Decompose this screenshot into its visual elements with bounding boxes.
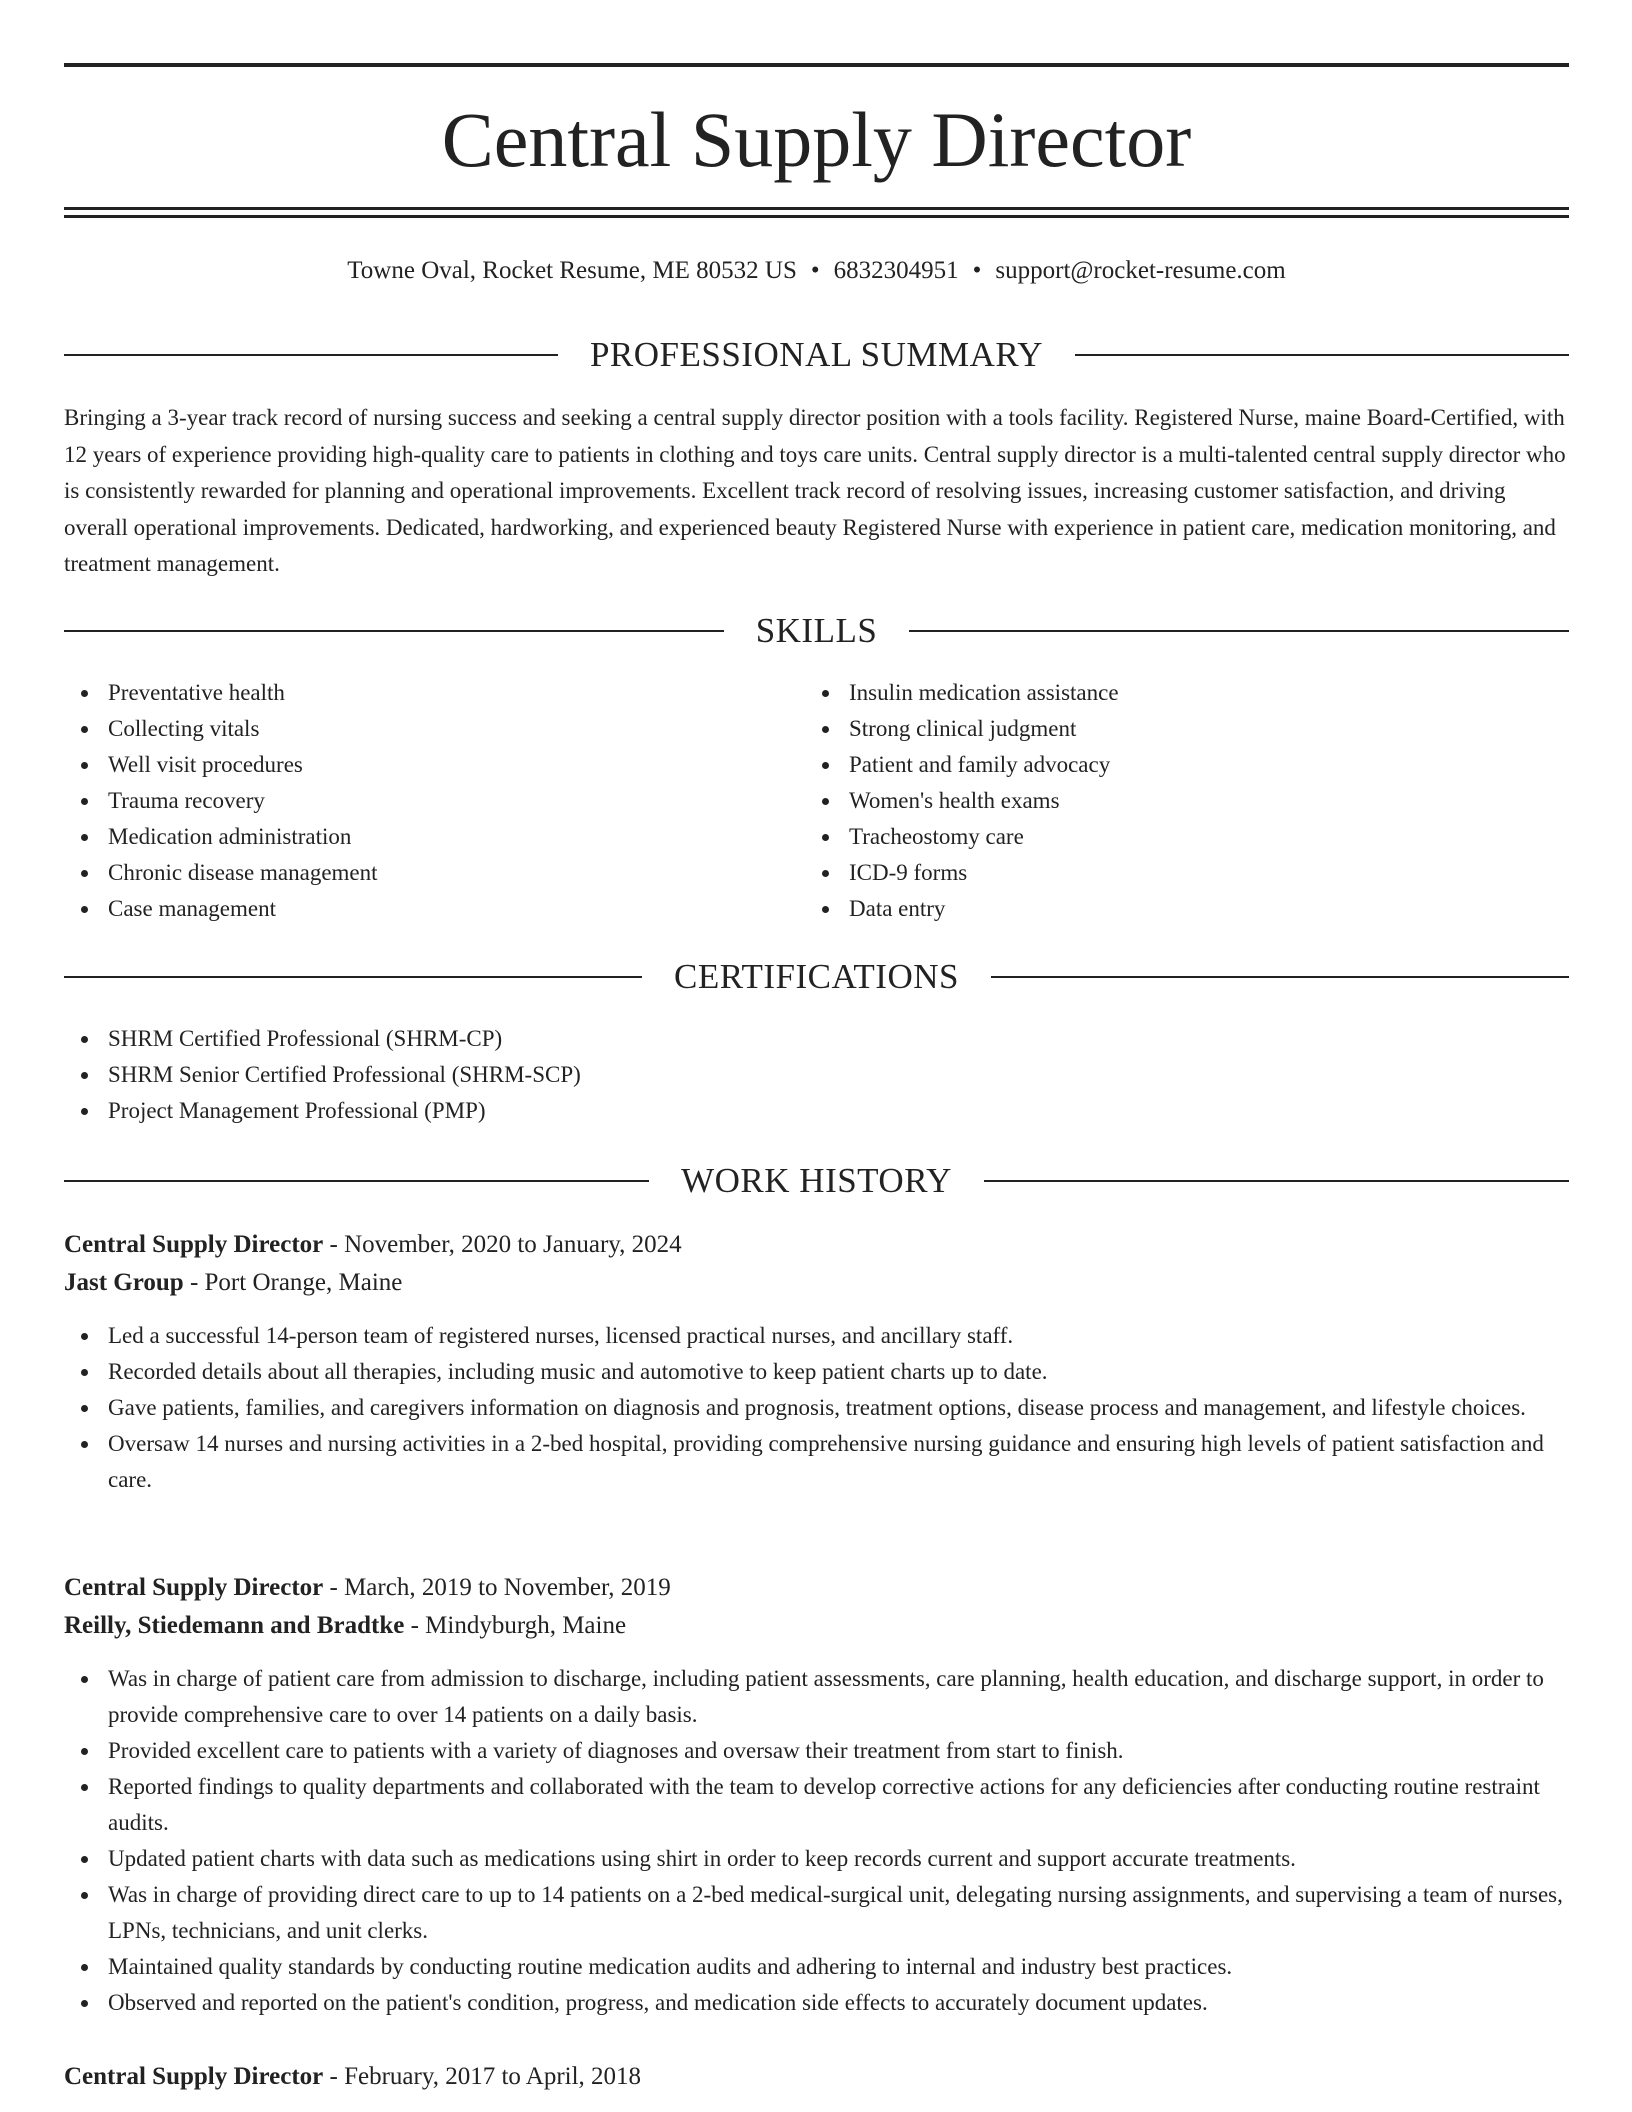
job-bullet: Maintained quality standards by conducting routine medication audits and adhering to internal and industry best practices.: [64, 1949, 1569, 1985]
resume-title: Central Supply Director: [441, 96, 1192, 183]
contact-email: support@rocket-resume.com: [995, 257, 1286, 284]
job-bullet: Was in charge of providing direct care to up to 14 patients on a 2-bed medical-surgical unit, delegating nursing assignments, and supervising a team of nurses, LPNs, technicians, and unit clerks.: [64, 1877, 1569, 1949]
certifications-list: [64, 1021, 1569, 1129]
section-header-summary: [64, 333, 1569, 377]
job-bullet: Updated patient charts with data such as medications using shirt in order to keep records current and support accurate treatments.: [64, 1841, 1569, 1877]
double-rule: [64, 207, 1569, 218]
skills-list-left: [64, 675, 804, 927]
section-header-certifications: [64, 955, 1569, 999]
job-bullet: Provided excellent care to patients with a variety of diagnoses and oversaw their treatment from start to finish.: [64, 1733, 1569, 1769]
skill-item: Preventative health: [64, 675, 804, 711]
job-title-line: [64, 2058, 1569, 2096]
job-location: Mindyburgh, Maine: [425, 1612, 627, 1639]
skill-item: Collecting vitals: [64, 711, 804, 747]
job-location: Port Orange, Maine: [204, 1269, 403, 1296]
divider: [64, 976, 642, 978]
skill-item: Trauma recovery: [64, 783, 804, 819]
contact-line: [64, 254, 1569, 288]
section-title-work-history: WORK HISTORY: [681, 1161, 952, 1200]
section-title-certifications: CERTIFICATIONS: [674, 957, 959, 996]
dash: -: [329, 2063, 338, 2090]
dash: -: [410, 1612, 419, 1639]
job-entry: [64, 1226, 1569, 1498]
job-title: Central Supply Director: [64, 2063, 324, 2090]
divider: [64, 630, 724, 632]
summary-text: Bringing a 3-year track record of nursing success and seeking a central supply director position with a tools facility. Registered Nurse, maine Board-Certified, with 12 years of experience providing high-quality care to patients in clothing and toys care units. Central supply director is a multi-talented central supply director who is consistently rewarded for planning and operational improvements. Excellent track record of resolving issues, increasing customer satisfaction, and driving overall operational improvements. Dedicated, hardworking, and experienced beauty Registered Nurse with experience in patient care, medication monitoring, and treatment management.: [64, 405, 1566, 576]
job-title-line: [64, 1226, 1569, 1264]
job-title-line: [64, 1569, 1569, 1607]
job-company: Reilly, Stiedemann and Bradtke: [64, 1612, 405, 1639]
contact-phone: 6832304951: [833, 257, 959, 284]
section-title-skills: SKILLS: [755, 611, 878, 650]
job-bullet: Oversaw 14 nurses and nursing activities in a 2-bed hospital, providing comprehensive nursing guidance and ensuring high levels of patient satisfaction and care.: [64, 1426, 1569, 1498]
skill-item: Medication administration: [64, 819, 804, 855]
skill-item: Insulin medication assistance: [805, 675, 1545, 711]
job-bullet: Led a successful 14-person team of registered nurses, licensed practical nurses, and ancillary staff.: [64, 1318, 1569, 1354]
contact-address: Towne Oval, Rocket Resume, ME 80532 US: [347, 257, 797, 284]
skill-item: ICD-9 forms: [805, 855, 1545, 891]
job-bullet: Was in charge of patient care from admission to discharge, including patient assessments, care planning, health education, and discharge support, in order to provide comprehensive care to over 14 patients on a daily basis.: [64, 1661, 1569, 1733]
certification-item: Project Management Professional (PMP): [64, 1093, 1569, 1129]
skill-item: Tracheostomy care: [805, 819, 1545, 855]
job-company-line: [64, 1607, 1569, 1645]
job-dates: November, 2020 to January, 2024: [344, 1231, 682, 1258]
divider: [1075, 354, 1569, 356]
skill-item: Strong clinical judgment: [805, 711, 1545, 747]
skill-item: Well visit procedures: [64, 747, 804, 783]
skill-item: Case management: [64, 891, 804, 927]
divider: [909, 630, 1569, 632]
dash: -: [329, 1574, 338, 1601]
job-dates: February, 2017 to April, 2018: [344, 2063, 642, 2090]
certification-item: SHRM Senior Certified Professional (SHRM-SCP): [64, 1057, 1569, 1093]
job-dates: March, 2019 to November, 2019: [344, 1574, 671, 1601]
dash: -: [329, 1231, 338, 1258]
job-title: Central Supply Director: [64, 1231, 324, 1258]
top-rule: [64, 63, 1569, 67]
divider: [64, 1180, 649, 1182]
contact-separator: •: [810, 257, 820, 284]
section-header-skills: [64, 609, 1569, 653]
job-bullet: Gave patients, families, and caregivers information on diagnosis and prognosis, treatment options, disease process and management, and lifestyle choices.: [64, 1390, 1569, 1426]
skill-item: Chronic disease management: [64, 855, 804, 891]
contact-separator: •: [972, 257, 982, 284]
job-company: Jast Group: [64, 1269, 184, 1296]
skills-list-right: [805, 675, 1545, 927]
job-bullets: [64, 1318, 1569, 1498]
divider: [991, 976, 1569, 978]
job-bullets: [64, 1661, 1569, 2021]
skill-item: Patient and family advocacy: [805, 747, 1545, 783]
certification-item: SHRM Certified Professional (SHRM-CP): [64, 1021, 1569, 1057]
job-bullet: Recorded details about all therapies, including music and automotive to keep patient charts up to date.: [64, 1354, 1569, 1390]
divider: [984, 1180, 1569, 1182]
job-entry: [64, 2058, 1569, 2096]
skill-item: Data entry: [805, 891, 1545, 927]
job-bullet: Observed and reported on the patient's condition, progress, and medication side effects to accurately document updates.: [64, 1985, 1569, 2021]
section-title-summary: PROFESSIONAL SUMMARY: [589, 335, 1044, 374]
divider: [64, 354, 558, 356]
job-entry: [64, 1569, 1569, 2021]
job-bullet: Reported findings to quality departments and collaborated with the team to develop corrective actions for any deficiencies after conducting routine restraint audits.: [64, 1769, 1569, 1841]
dash: -: [189, 1269, 199, 1296]
section-header-work-history: [64, 1159, 1569, 1203]
skill-item: Women's health exams: [805, 783, 1545, 819]
job-title: Central Supply Director: [64, 1574, 324, 1601]
job-company-line: [64, 1264, 1569, 1302]
